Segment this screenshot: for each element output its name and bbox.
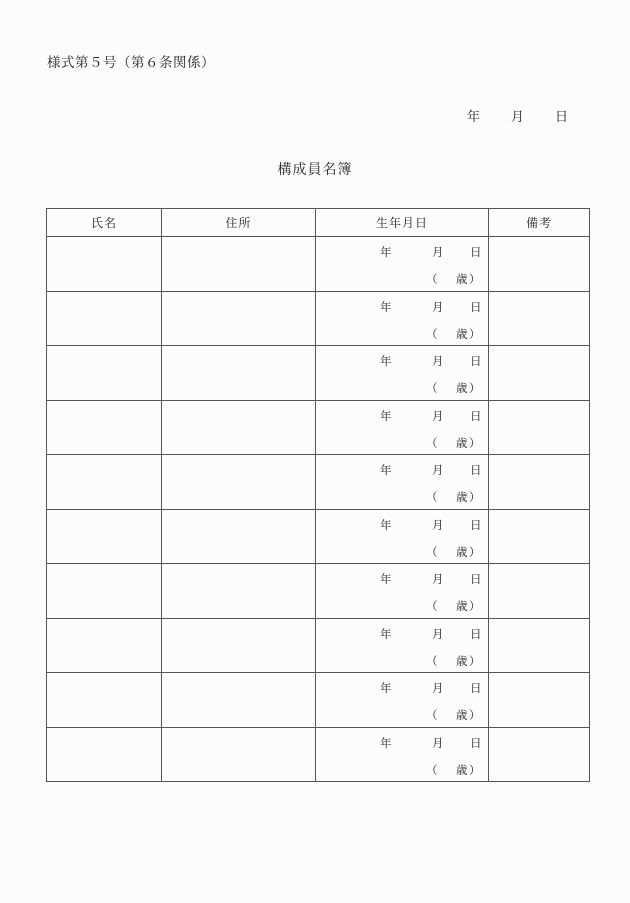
dob-day-label: 日 bbox=[470, 681, 482, 695]
age-label: 歳 bbox=[456, 490, 468, 504]
date-day: 日 bbox=[555, 110, 569, 125]
dob-year-label: 年 bbox=[380, 572, 392, 586]
birthdate-template bbox=[316, 564, 488, 618]
column-header-birthdate: 生年月日 bbox=[316, 209, 489, 237]
birthdate-template bbox=[316, 401, 488, 455]
date-month: 月 bbox=[511, 110, 525, 125]
birthdate-template bbox=[316, 237, 488, 291]
birthdate-template bbox=[316, 510, 488, 564]
age-paren-open: （ bbox=[426, 381, 438, 395]
age-paren-open: （ bbox=[426, 762, 438, 777]
dob-day-label: 日 bbox=[470, 735, 482, 750]
name-cell[interactable] bbox=[47, 400, 162, 455]
age-label: 歳 bbox=[456, 599, 468, 613]
age-paren-open: （ bbox=[426, 708, 438, 722]
document-title: 構成員名簿 bbox=[277, 162, 353, 178]
table-row bbox=[47, 727, 590, 782]
remarks-cell[interactable] bbox=[489, 618, 590, 673]
address-cell[interactable] bbox=[162, 237, 316, 292]
dob-day-label: 日 bbox=[470, 245, 482, 259]
remarks-cell[interactable] bbox=[489, 346, 590, 401]
age-paren-open: （ bbox=[426, 544, 438, 559]
dob-month-label: 月 bbox=[432, 572, 444, 586]
table-row bbox=[47, 400, 590, 455]
remarks-cell[interactable] bbox=[489, 673, 590, 728]
birthdate-cell[interactable] bbox=[316, 400, 489, 455]
name-cell[interactable] bbox=[47, 727, 162, 782]
address-cell[interactable] bbox=[162, 291, 316, 346]
address-cell[interactable] bbox=[162, 618, 316, 673]
name-cell[interactable] bbox=[47, 509, 162, 564]
birthdate-template bbox=[316, 455, 488, 509]
address-cell[interactable] bbox=[162, 400, 316, 455]
remarks-cell[interactable] bbox=[489, 400, 590, 455]
address-cell[interactable] bbox=[162, 509, 316, 564]
address-cell[interactable] bbox=[162, 346, 316, 401]
dob-day-label: 日 bbox=[470, 463, 482, 477]
name-cell[interactable] bbox=[47, 237, 162, 292]
remarks-cell[interactable] bbox=[489, 509, 590, 564]
dob-year-label: 年 bbox=[380, 245, 392, 259]
birthdate-template bbox=[316, 346, 488, 400]
dob-year-label: 年 bbox=[380, 681, 392, 695]
table-header-row bbox=[47, 209, 590, 237]
birthdate-template bbox=[316, 292, 488, 346]
address-cell[interactable] bbox=[162, 564, 316, 619]
name-cell[interactable] bbox=[47, 618, 162, 673]
dob-month-label: 月 bbox=[432, 299, 444, 314]
birthdate-cell[interactable] bbox=[316, 291, 489, 346]
birthdate-cell[interactable] bbox=[316, 237, 489, 292]
remarks-cell[interactable] bbox=[489, 727, 590, 782]
dob-year-label: 年 bbox=[380, 626, 392, 641]
birthdate-cell[interactable] bbox=[316, 673, 489, 728]
age-paren-close: ） bbox=[469, 599, 481, 613]
dob-month-label: 月 bbox=[432, 735, 444, 750]
dob-day-label: 日 bbox=[470, 299, 482, 314]
name-cell[interactable] bbox=[47, 291, 162, 346]
dob-day-label: 日 bbox=[470, 408, 482, 423]
birthdate-cell[interactable] bbox=[316, 455, 489, 510]
age-paren-close: ） bbox=[469, 544, 481, 559]
table-row bbox=[47, 618, 590, 673]
age-paren-close: ） bbox=[469, 326, 481, 341]
age-paren-open: （ bbox=[426, 599, 438, 613]
birthdate-template bbox=[316, 673, 488, 727]
age-label: 歳 bbox=[456, 544, 468, 559]
age-label: 歳 bbox=[456, 708, 468, 722]
name-cell[interactable] bbox=[47, 346, 162, 401]
dob-year-label: 年 bbox=[380, 517, 392, 532]
age-label: 歳 bbox=[456, 653, 468, 668]
name-cell[interactable] bbox=[47, 673, 162, 728]
age-paren-open: （ bbox=[426, 326, 438, 341]
address-cell[interactable] bbox=[162, 673, 316, 728]
age-paren-close: ） bbox=[469, 490, 481, 504]
name-cell[interactable] bbox=[47, 455, 162, 510]
dob-month-label: 月 bbox=[432, 681, 444, 695]
dob-month-label: 月 bbox=[432, 463, 444, 477]
dob-month-label: 月 bbox=[432, 245, 444, 259]
date-year: 年 bbox=[467, 110, 481, 125]
date-line bbox=[460, 106, 575, 124]
name-cell[interactable] bbox=[47, 564, 162, 619]
column-header-name: 氏名 bbox=[47, 209, 162, 237]
dob-month-label: 月 bbox=[432, 408, 444, 423]
age-paren-open: （ bbox=[426, 490, 438, 504]
table-row bbox=[47, 673, 590, 728]
dob-day-label: 日 bbox=[470, 572, 482, 586]
column-header-remarks: 備考 bbox=[489, 209, 590, 237]
remarks-cell[interactable] bbox=[489, 291, 590, 346]
dob-year-label: 年 bbox=[380, 463, 392, 477]
age-label: 歳 bbox=[456, 435, 468, 450]
age-paren-close: ） bbox=[469, 653, 481, 668]
age-label: 歳 bbox=[456, 381, 468, 395]
age-paren-open: （ bbox=[426, 272, 438, 286]
table-row bbox=[47, 455, 590, 510]
age-paren-close: ） bbox=[469, 272, 481, 286]
dob-day-label: 日 bbox=[470, 517, 482, 532]
table-row bbox=[47, 564, 590, 619]
birthdate-template bbox=[316, 728, 488, 782]
age-paren-open: （ bbox=[426, 653, 438, 668]
dob-month-label: 月 bbox=[432, 626, 444, 641]
age-paren-close: ） bbox=[469, 381, 481, 395]
dob-day-label: 日 bbox=[470, 626, 482, 641]
remarks-cell[interactable] bbox=[489, 237, 590, 292]
remarks-cell[interactable] bbox=[489, 564, 590, 619]
address-cell[interactable] bbox=[162, 455, 316, 510]
age-label: 歳 bbox=[456, 762, 468, 777]
dob-year-label: 年 bbox=[380, 354, 392, 368]
birthdate-cell[interactable] bbox=[316, 727, 489, 782]
age-label: 歳 bbox=[456, 272, 468, 286]
age-paren-close: ） bbox=[469, 435, 481, 450]
table-row bbox=[47, 509, 590, 564]
dob-month-label: 月 bbox=[432, 354, 444, 368]
age-paren-close: ） bbox=[469, 708, 481, 722]
birthdate-cell[interactable] bbox=[316, 346, 489, 401]
address-cell[interactable] bbox=[162, 727, 316, 782]
dob-year-label: 年 bbox=[380, 735, 392, 750]
age-paren-close: ） bbox=[469, 762, 481, 777]
column-header-address: 住所 bbox=[162, 209, 316, 237]
age-paren-open: （ bbox=[426, 435, 438, 450]
birthdate-cell[interactable] bbox=[316, 564, 489, 619]
member-roster-table bbox=[46, 208, 590, 782]
dob-year-label: 年 bbox=[380, 299, 392, 314]
table-row bbox=[47, 346, 590, 401]
birthdate-cell[interactable] bbox=[316, 618, 489, 673]
birthdate-cell[interactable] bbox=[316, 509, 489, 564]
age-label: 歳 bbox=[456, 326, 468, 341]
table-row bbox=[47, 237, 590, 292]
dob-year-label: 年 bbox=[380, 408, 392, 423]
dob-day-label: 日 bbox=[470, 354, 482, 368]
birthdate-template bbox=[316, 619, 488, 673]
dob-month-label: 月 bbox=[432, 517, 444, 532]
remarks-cell[interactable] bbox=[489, 455, 590, 510]
form-number: 様式第５号（第６条関係） bbox=[47, 55, 215, 71]
table-row bbox=[47, 291, 590, 346]
